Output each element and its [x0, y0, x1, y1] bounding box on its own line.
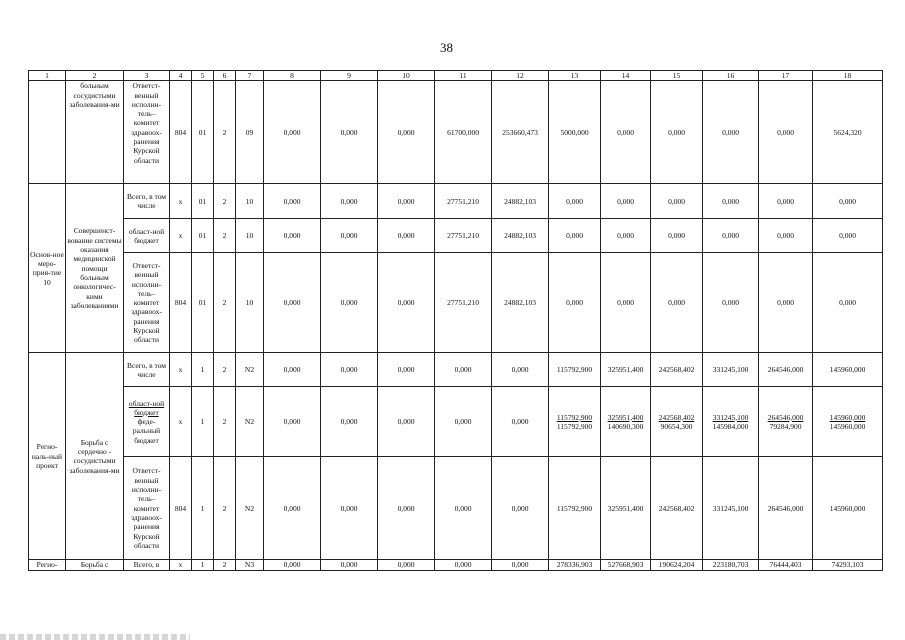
column-number: 2 — [66, 71, 124, 81]
column-number: 1 — [29, 71, 66, 81]
amount-cell: 5000,000 — [549, 81, 601, 184]
amount-cell: 0,000 — [321, 219, 378, 253]
amount-cell: 331245,100 — [703, 457, 759, 560]
empty-cell — [29, 81, 66, 184]
amount-cell: 0,000 — [378, 219, 435, 253]
amount-cell — [651, 387, 703, 457]
column-number: 12 — [492, 71, 549, 81]
amount-cell: 0,000 — [601, 219, 651, 253]
amount-cell: 264546,000 — [759, 457, 813, 560]
amount-top: 331245,100 — [712, 412, 749, 422]
amount-cell — [703, 387, 759, 457]
amount-cell: 325951,400 — [601, 353, 651, 387]
program-code-cell: 01 — [192, 253, 214, 353]
gr-code-cell: х — [170, 219, 192, 253]
amount-cell: 145960,000 — [813, 457, 883, 560]
amount-top: 264546,000 — [767, 412, 804, 422]
source-cell: област-ной бюджет — [124, 219, 170, 253]
subprogram-code-cell: 2 — [214, 457, 236, 560]
column-number-row — [29, 71, 883, 81]
amount-cell: 278336,903 — [549, 560, 601, 570]
column-number: 17 — [759, 71, 813, 81]
program-code-cell: 1 — [192, 560, 214, 570]
table-row — [29, 560, 883, 570]
program-code-cell: 01 — [192, 184, 214, 219]
amount-cell: 0,000 — [651, 219, 703, 253]
subprogram-code-cell: 2 — [214, 387, 236, 457]
measure-code-cell: N3 — [236, 560, 264, 570]
measure-code-cell: 10 — [236, 219, 264, 253]
amount-cell: 0,000 — [321, 184, 378, 219]
amount-cell: 264546,000 — [759, 353, 813, 387]
source-cell: Всего, в — [124, 560, 170, 570]
measure-code-cell: 10 — [236, 184, 264, 219]
amount-cell: 76444,403 — [759, 560, 813, 570]
amount-cell: 0,000 — [813, 219, 883, 253]
amount-cell: 0,000 — [651, 81, 703, 184]
table-row — [29, 457, 883, 560]
amount-cell: 0,000 — [264, 560, 321, 570]
subprogram-code-cell: 2 — [214, 353, 236, 387]
amount-cell: 0,000 — [492, 560, 549, 570]
amount-cell: 27751,210 — [435, 184, 492, 219]
amount-top: 115792,900 — [556, 412, 593, 422]
amount-cell: 27751,210 — [435, 219, 492, 253]
amount-cell: 0,000 — [549, 253, 601, 353]
measure-name-cell: Борьба с сердечно - сосудистыми заболевания-ми — [66, 353, 124, 560]
amount-cell: 0,000 — [703, 253, 759, 353]
column-number: 13 — [549, 71, 601, 81]
executor-cell: Ответст-венный исполни-тель– комитет здравоох-ранения Курской области — [124, 457, 170, 560]
table-row — [29, 219, 883, 253]
amount-bottom: 90654,300 — [660, 421, 693, 431]
amount-cell: 0,000 — [378, 184, 435, 219]
executor-cell: Ответст-венный исполни-тель– комитет здравоох-ранения Курской области — [124, 253, 170, 353]
source-cell: Всего, в том числе — [124, 353, 170, 387]
amount-cell: 0,000 — [378, 457, 435, 560]
amount-cell: 0,000 — [492, 387, 549, 457]
program-code-cell: 1 — [192, 353, 214, 387]
amount-cell: 0,000 — [378, 81, 435, 184]
amount-cell: 145960,000 — [813, 353, 883, 387]
amount-cell: 0,000 — [703, 219, 759, 253]
amount-cell: 0,000 — [264, 219, 321, 253]
column-number: 9 — [321, 71, 378, 81]
amount-cell: 242568,402 — [651, 457, 703, 560]
gr-code-cell: 804 — [170, 457, 192, 560]
amount-cell: 0,000 — [813, 253, 883, 353]
column-number: 6 — [214, 71, 236, 81]
amount-cell: 0,000 — [759, 219, 813, 253]
amount-cell: 0,000 — [264, 184, 321, 219]
column-number: 8 — [264, 71, 321, 81]
gr-code-cell: 804 — [170, 253, 192, 353]
amount-bottom: 145984,000 — [712, 421, 749, 431]
amount-cell — [549, 387, 601, 457]
subprogram-code-cell: 2 — [214, 81, 236, 184]
amount-cell: 24882,103 — [492, 184, 549, 219]
amount-cell: 0,000 — [378, 560, 435, 570]
amount-cell: 0,000 — [492, 457, 549, 560]
measure-code-cell: 10 — [236, 253, 264, 353]
gr-code-cell: х — [170, 184, 192, 219]
column-number: 16 — [703, 71, 759, 81]
column-number: 14 — [601, 71, 651, 81]
amount-cell: 0,000 — [549, 219, 601, 253]
measure-type-cell: Основ-ное меро-прия-тие 10 — [29, 184, 66, 353]
table-row — [29, 184, 883, 219]
amount-cell: 0,000 — [601, 253, 651, 353]
gr-code-cell: х — [170, 353, 192, 387]
amount-top: 145960,000 — [829, 412, 866, 422]
amount-cell: 325951,400 — [601, 457, 651, 560]
amount-cell: 0,000 — [601, 81, 651, 184]
amount-cell: 242568,402 — [651, 353, 703, 387]
scan-artifact — [0, 634, 190, 640]
column-number: 15 — [651, 71, 703, 81]
column-number: 3 — [124, 71, 170, 81]
measure-type-cell: Регио- — [29, 560, 66, 570]
amount-cell: 27751,210 — [435, 253, 492, 353]
amount-cell: 0,000 — [813, 184, 883, 219]
amount-cell — [813, 387, 883, 457]
gr-code-cell: х — [170, 560, 192, 570]
amount-cell — [601, 387, 651, 457]
amount-cell: 0,000 — [378, 353, 435, 387]
amount-cell: 115792,900 — [549, 457, 601, 560]
amount-cell: 0,000 — [264, 387, 321, 457]
measure-code-cell: N2 — [236, 457, 264, 560]
amount-top: 242568,402 — [658, 412, 695, 422]
source-cell — [124, 387, 170, 457]
table-row — [29, 387, 883, 457]
amount-cell: 0,000 — [703, 184, 759, 219]
amount-cell: 0,000 — [321, 81, 378, 184]
measure-name-cell: больным сосудистыми заболевания-ми — [66, 81, 124, 184]
amount-cell: 223180,703 — [703, 560, 759, 570]
measure-code-cell: 09 — [236, 81, 264, 184]
amount-cell: 0,000 — [264, 81, 321, 184]
amount-cell: 0,000 — [651, 184, 703, 219]
amount-cell: 0,000 — [321, 560, 378, 570]
page-number: 38 — [440, 40, 453, 55]
program-code-cell: 1 — [192, 387, 214, 457]
amount-cell: 0,000 — [378, 387, 435, 457]
amount-cell: 0,000 — [378, 253, 435, 353]
subprogram-code-cell: 2 — [214, 253, 236, 353]
source-cell: Всего, в том числе — [124, 184, 170, 219]
amount-cell: 253660,473 — [492, 81, 549, 184]
table-row — [29, 81, 883, 184]
executor-cell: Ответст-венный исполни-тель– комитет здравоох-ранения Курской области — [124, 81, 170, 184]
measure-type-cell: Регио-наль-ный проект — [29, 353, 66, 560]
program-code-cell: 01 — [192, 81, 214, 184]
amount-cell: 0,000 — [264, 457, 321, 560]
measure-code-cell: N2 — [236, 387, 264, 457]
amount-cell: 0,000 — [264, 353, 321, 387]
table-row — [29, 253, 883, 353]
amount-top: 325951,400 — [607, 412, 644, 422]
amount-bottom: 79284,900 — [769, 421, 802, 431]
amount-bottom: 115792,900 — [556, 421, 593, 431]
amount-cell: 0,000 — [651, 253, 703, 353]
column-number: 11 — [435, 71, 492, 81]
amount-cell: 0,000 — [549, 184, 601, 219]
program-code-cell: 1 — [192, 457, 214, 560]
amount-cell: 190624,204 — [651, 560, 703, 570]
subprogram-code-cell: 2 — [214, 184, 236, 219]
amount-cell: 0,000 — [435, 457, 492, 560]
amount-cell: 0,000 — [759, 81, 813, 184]
amount-cell: 5624,320 — [813, 81, 883, 184]
amount-cell: 331245,100 — [703, 353, 759, 387]
amount-cell: 0,000 — [759, 184, 813, 219]
amount-cell: 0,000 — [435, 560, 492, 570]
table-row — [29, 353, 883, 387]
amount-cell: 0,000 — [321, 387, 378, 457]
amount-cell: 0,000 — [321, 253, 378, 353]
amount-cell: 0,000 — [321, 353, 378, 387]
budget-table — [28, 70, 883, 571]
column-number: 18 — [813, 71, 883, 81]
amount-cell: 115792,900 — [549, 353, 601, 387]
amount-cell — [759, 387, 813, 457]
program-code-cell: 01 — [192, 219, 214, 253]
amount-cell: 24882,103 — [492, 219, 549, 253]
amount-cell: 74293,103 — [813, 560, 883, 570]
measure-code-cell: N2 — [236, 353, 264, 387]
amount-bottom: 140690,300 — [607, 421, 644, 431]
gr-code-cell: 804 — [170, 81, 192, 184]
amount-cell: 0,000 — [601, 184, 651, 219]
column-number: 10 — [378, 71, 435, 81]
regional-budget-label: област-ной бюджет — [128, 398, 165, 417]
amount-bottom: 145960,000 — [829, 421, 866, 431]
subprogram-code-cell: 2 — [214, 219, 236, 253]
amount-cell: 24882,103 — [492, 253, 549, 353]
amount-cell: 0,000 — [759, 253, 813, 353]
column-number: 7 — [236, 71, 264, 81]
amount-cell: 0,000 — [435, 387, 492, 457]
amount-cell: 0,000 — [492, 353, 549, 387]
measure-name-cell: Борьба с — [66, 560, 124, 570]
subprogram-code-cell: 2 — [214, 560, 236, 570]
column-number: 5 — [192, 71, 214, 81]
amount-cell: 0,000 — [264, 253, 321, 353]
column-number: 4 — [170, 71, 192, 81]
gr-code-cell: х — [170, 387, 192, 457]
amount-cell: 527668,903 — [601, 560, 651, 570]
federal-budget-label: феде-ральный бюджет — [132, 417, 161, 445]
amount-cell: 0,000 — [435, 353, 492, 387]
amount-cell: 0,000 — [321, 457, 378, 560]
amount-cell: 0,000 — [703, 81, 759, 184]
measure-name-cell: Совершенст-вование системы оказания медицинской помощи больным онкологичес-кими заболеваниями — [66, 184, 124, 353]
amount-cell: 61700,000 — [435, 81, 492, 184]
